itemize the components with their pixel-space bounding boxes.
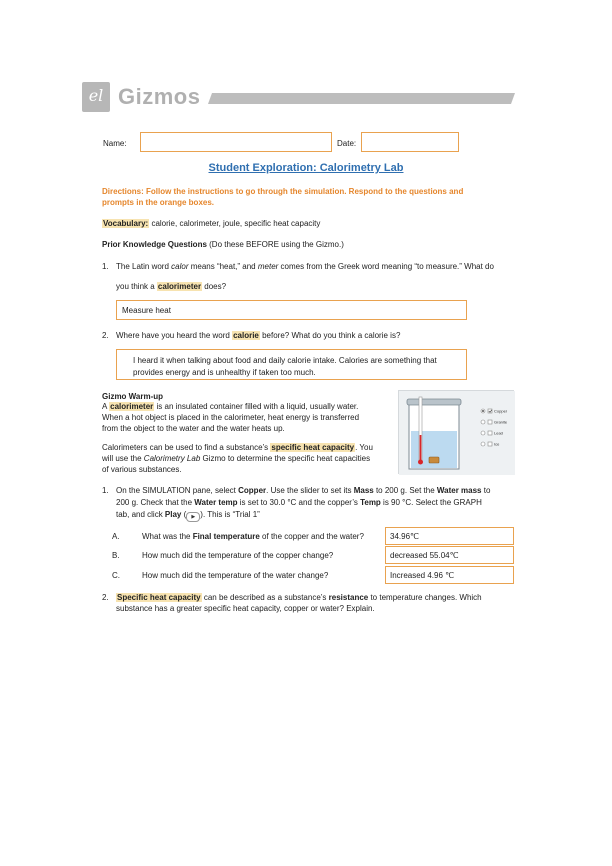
step1-water-temp: Water temp	[194, 498, 238, 507]
step1-text-part: tab, and click	[116, 510, 165, 519]
warmup-text: A	[102, 402, 110, 411]
vocabulary-terms: calorie, calorimeter, joule, specific heat capacity	[151, 219, 321, 228]
q1-text: comes from the Greek word meaning “to measure.” What do	[278, 262, 494, 271]
step2-text-part: substance has a greater specific heat capacity, copper or water? Explain.	[116, 604, 375, 613]
q2-text	[116, 330, 400, 341]
directions-line: Directions: Follow the instructions to go through the simulation. Respond to the questions and	[102, 187, 464, 196]
q2-number: 2.	[102, 331, 109, 340]
row-answer[interactable]	[385, 566, 514, 584]
q1-calor: calor	[171, 262, 189, 271]
page-title: Student Exploration: Calorimetry Lab	[208, 162, 404, 174]
warmup-text: Calorimeters can be used to find a substance’s	[102, 443, 271, 452]
q2-text-part: Where have you heard the word	[116, 331, 233, 340]
step2-text	[116, 592, 516, 614]
warmup-text: Gizmo to determine the specific heat capacities	[200, 454, 371, 463]
warmup-text: . You	[355, 443, 373, 452]
row-question-part: of the copper and the water?	[259, 532, 364, 541]
step1-text	[116, 485, 516, 522]
q2-term-calorie: calorie	[233, 331, 259, 340]
warmup-text: from the object to the water and the water heats up.	[102, 424, 285, 433]
row-answer-text: decreased 55.04℃	[390, 551, 459, 560]
table-row	[112, 546, 514, 564]
sim-option-granite: Granite	[494, 419, 508, 425]
row-answer[interactable]	[385, 546, 514, 564]
date-label: Date:	[337, 139, 357, 148]
date-field[interactable]	[361, 132, 459, 152]
step1-text-part: . Use the slider to set its	[266, 486, 354, 495]
prior-knowledge-note: (Do these BEFORE using the Gizmo.)	[209, 240, 344, 249]
table-row	[112, 527, 514, 545]
vocabulary-label: Vocabulary:	[103, 219, 149, 228]
warmup-text: When a hot object is placed in the calorimeter, heat energy is transferred	[102, 413, 360, 422]
row-answer-text: Increased 4.96 ℃	[390, 571, 455, 580]
q2-answer-box[interactable]	[116, 349, 467, 380]
q1-text: The Latin word	[116, 262, 172, 271]
row-answer[interactable]	[385, 527, 514, 545]
q1-text: does?	[202, 282, 227, 291]
warmup-text: of various substances.	[102, 465, 182, 474]
q1-line1	[116, 261, 494, 272]
q1-text: means “heat,” and	[188, 262, 258, 271]
step1-water-mass: Water mass	[436, 486, 482, 495]
vocabulary	[102, 218, 320, 229]
step1-text-part: to	[481, 486, 491, 495]
table-row	[112, 566, 514, 584]
warmup-text: is an insulated container filled with a liquid, usually water.	[154, 402, 359, 411]
sim-option-ice: Ice	[494, 441, 500, 447]
gizmos-brand: Gizmos	[118, 84, 201, 109]
row-answer-text: 34.96℃	[390, 532, 420, 541]
step1-number: 1.	[102, 486, 109, 495]
step2-number: 2.	[102, 593, 109, 602]
header-stripe	[208, 93, 515, 104]
step1-text-part: ). This is “Trial 1”	[200, 510, 260, 519]
row-label: A.	[112, 532, 120, 541]
q1-term-calorimeter: calorimeter	[157, 282, 202, 291]
row-question: How much did the temperature of the water change?	[142, 571, 329, 580]
warmup-term-specific-heat: specific heat capacity	[271, 443, 355, 452]
row-question: How much did the temperature of the copper change?	[142, 551, 334, 560]
explorelearning-logo-icon: el	[88, 86, 104, 105]
calorimeter-illustration	[399, 391, 515, 475]
name-field[interactable]	[140, 132, 332, 152]
prior-knowledge-heading: Prior Knowledge Questions	[102, 240, 207, 249]
row-question-part: What was the	[142, 532, 193, 541]
step1-play: Play	[164, 510, 182, 519]
warmup-gizmo-name: Calorimetry Lab	[143, 454, 201, 463]
step1-text-part: is set to 30.0 °C and the copper’s	[237, 498, 361, 507]
q2-answer-line: provides energy and is unhealthy if taken too much.	[133, 368, 316, 377]
step1-mass: Mass	[353, 486, 374, 495]
q1-meter: meter	[257, 262, 279, 271]
warmup-term-calorimeter: calorimeter	[110, 402, 154, 411]
name-label: Name:	[103, 139, 127, 148]
q2-answer-line: I heard it when talking about food and daily calorie intake. Calories are something that	[133, 356, 437, 365]
warmup-paragraph-2	[102, 442, 394, 475]
step1-text-part: is 90 °C. Select the GRAPH	[380, 498, 482, 507]
step1-text-part: On the SIMULATION pane, select	[116, 486, 239, 495]
q1-line2	[116, 281, 226, 292]
q2-answer	[133, 355, 437, 379]
step2-resistance: resistance	[328, 593, 369, 602]
sim-option-lead: Lead	[494, 430, 503, 436]
warmup-text: will use the	[102, 454, 144, 463]
q1-number: 1.	[102, 262, 109, 271]
prior-knowledge	[102, 239, 344, 250]
directions	[102, 186, 463, 208]
directions-line: prompts in the orange boxes.	[102, 198, 215, 207]
sim-option-copper: Copper	[494, 408, 508, 414]
q1-answer-box[interactable]	[116, 300, 467, 320]
play-button-icon: ▶	[186, 512, 200, 522]
warmup-paragraph-1	[102, 401, 392, 434]
row-label: B.	[112, 551, 120, 560]
q1-answer: Measure heat	[122, 306, 171, 315]
q2-text-part: before? What do you think a calorie is?	[259, 331, 401, 340]
row-question-bold: Final temperature	[192, 532, 260, 541]
calorimeter-simulation-image	[398, 390, 514, 474]
step2-text-part: to temperature changes. Which	[368, 593, 482, 602]
step1-text-part: to 200 g. Set the	[373, 486, 437, 495]
warmup-heading: Gizmo Warm-up	[102, 392, 164, 401]
q1-text: you think a	[116, 282, 157, 291]
step1-text-part: 200 g. Check that the	[116, 498, 195, 507]
row-label: C.	[112, 571, 120, 580]
row-question	[142, 532, 364, 541]
step2-term-specific-heat: Specific heat capacity	[117, 593, 201, 602]
step1-text-part: (	[181, 510, 187, 519]
step1-copper: Copper	[238, 486, 267, 495]
step2-text-part: can be described as a substance’s	[201, 593, 329, 602]
step1-temp: Temp	[360, 498, 381, 507]
